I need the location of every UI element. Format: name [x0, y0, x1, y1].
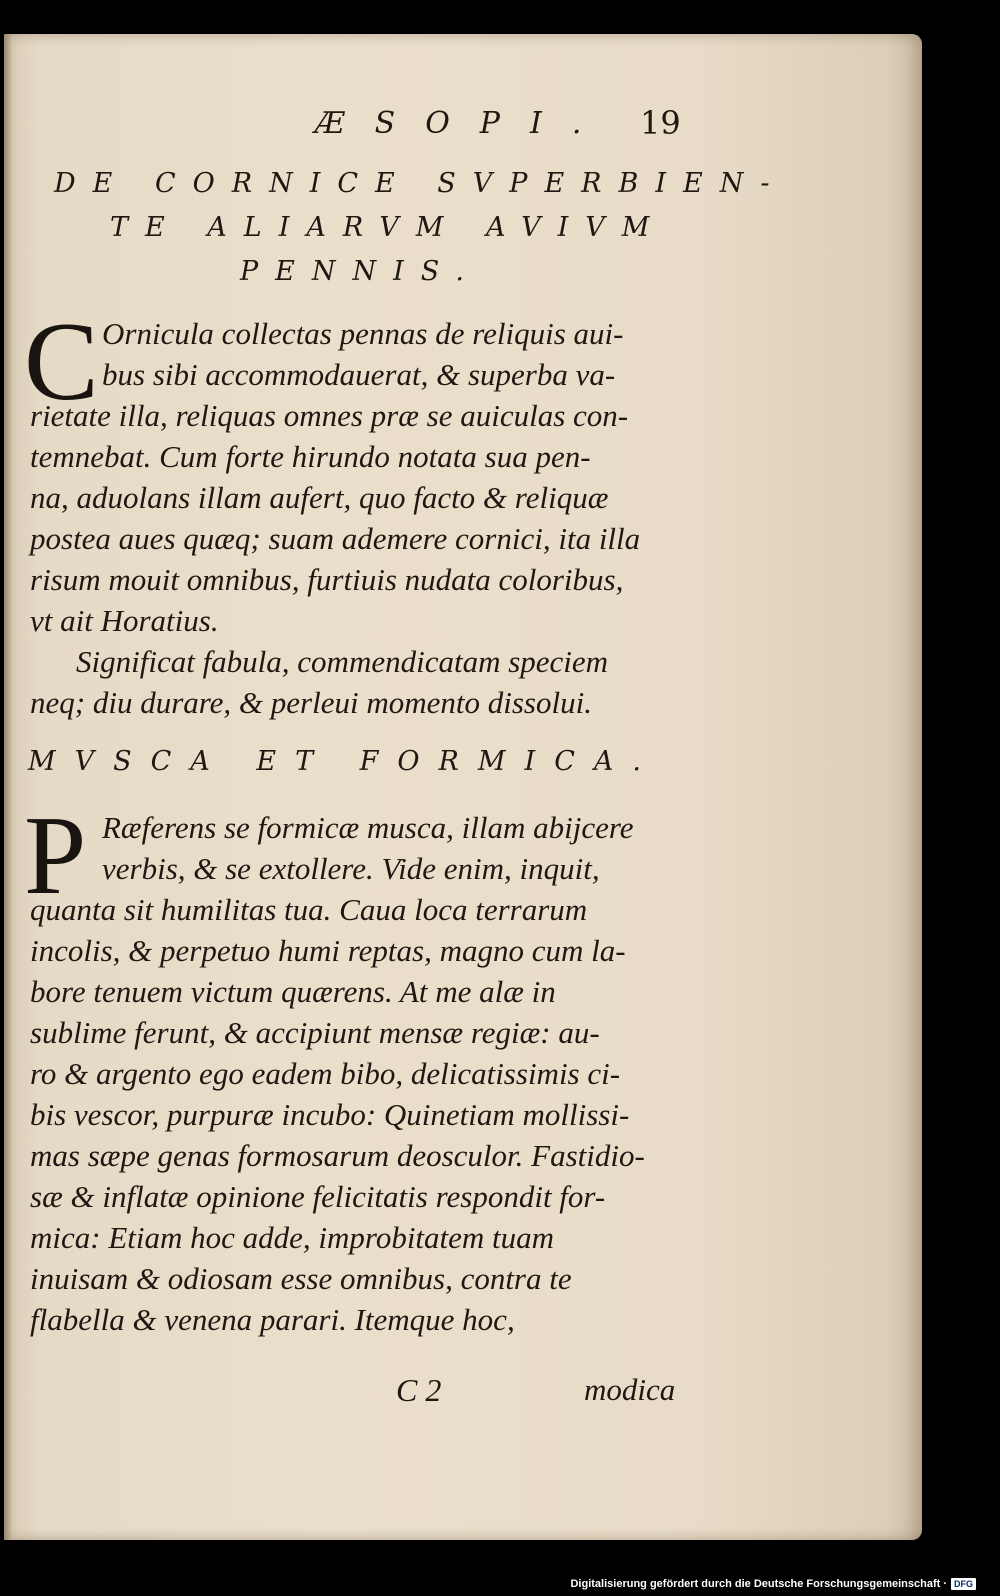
digitization-footer	[570, 1575, 976, 1593]
fable2-line-1: Ræferens se formicæ musca, illam abijcere	[102, 810, 634, 845]
fable1-line-10: neq; diu durare, & perleui momento dissolui.	[30, 685, 592, 720]
fable1-title-line-1: DE CORNICE SVPERBIEN-	[54, 168, 787, 199]
fable2-line-3: quanta sit humilitas tua. Caua loca terrarum	[30, 892, 588, 927]
fable1-line-1: Ornicula collectas pennas de reliquis aui-	[102, 316, 624, 351]
fable2-line-6: sublime ferunt, & accipiunt mensæ regiæ: au-	[30, 1015, 600, 1050]
fable2-line-5: bore tenuem victum quærens. At me alæ in	[30, 974, 556, 1009]
signature-mark: C 2	[396, 1372, 442, 1408]
fable2-line-13: flabella & venena parari. Itemque hoc,	[30, 1302, 515, 1337]
fable2-line-10: sæ & inflatæ opinione felicitatis respondit for-	[30, 1179, 606, 1214]
fable1-line-3: rietate illa, reliquas omnes præ se auiculas con-	[30, 398, 629, 433]
fable2-line-8: bis vescor, purpuræ incubo: Quinetiam mollissi-	[30, 1097, 630, 1132]
running-head: ÆSOPI.	[314, 106, 612, 141]
footer-text: Digitalisierung gefördert durch die Deutsche Forschungsgemeinschaft ·	[570, 1578, 947, 1590]
fable1-dropcap: C	[24, 300, 99, 424]
dfg-logo-icon: DFG	[951, 1578, 976, 1590]
fable1-line-6: postea aues quæq; suam ademere cornici, ita illa	[30, 521, 641, 556]
fable2-dropcap: P	[24, 794, 87, 918]
page-gutter-shadow	[4, 34, 12, 1540]
fable1-line-4: temnebat. Cum forte hirundo notata sua pen-	[30, 439, 591, 474]
fable1-line-5: na, aduolans illam aufert, quo facto & reliquæ	[30, 480, 609, 515]
fable2-line-9: mas sæpe genas formosarum deosculor. Fastidio-	[30, 1138, 645, 1173]
page-number: 19	[640, 104, 681, 142]
fable1-line-7: risum mouit omnibus, furtiuis nudata coloribus,	[30, 562, 624, 597]
fable1-line-8: vt ait Horatius.	[30, 603, 219, 638]
fable1-line-9: Significat fabula, commendicatam speciem	[76, 644, 609, 679]
fable1-title-line-2: TE ALIARVM AVIVM	[110, 212, 667, 243]
catchword: modica	[584, 1372, 676, 1407]
fable1-line-2: bus sibi accommodauerat, & superba va-	[102, 357, 616, 392]
fable2-line-2: verbis, & se extollere. Vide enim, inquit,	[102, 851, 600, 886]
fable2-line-12: inuisam & odiosam esse omnibus, contra te	[30, 1261, 572, 1296]
fable2-line-7: ro & argento ego eadem bibo, delicatissimis ci-	[30, 1056, 621, 1091]
fable2-line-11: mica: Etiam hoc adde, improbitatem tuam	[30, 1220, 555, 1255]
fable2-title: MVSCA ET FORMICA.	[28, 746, 660, 777]
fable2-line-4: incolis, & perpetuo humi reptas, magno cum la-	[30, 933, 626, 968]
fable1-title-line-3: PENNIS.	[240, 256, 481, 287]
book-page	[4, 34, 922, 1540]
